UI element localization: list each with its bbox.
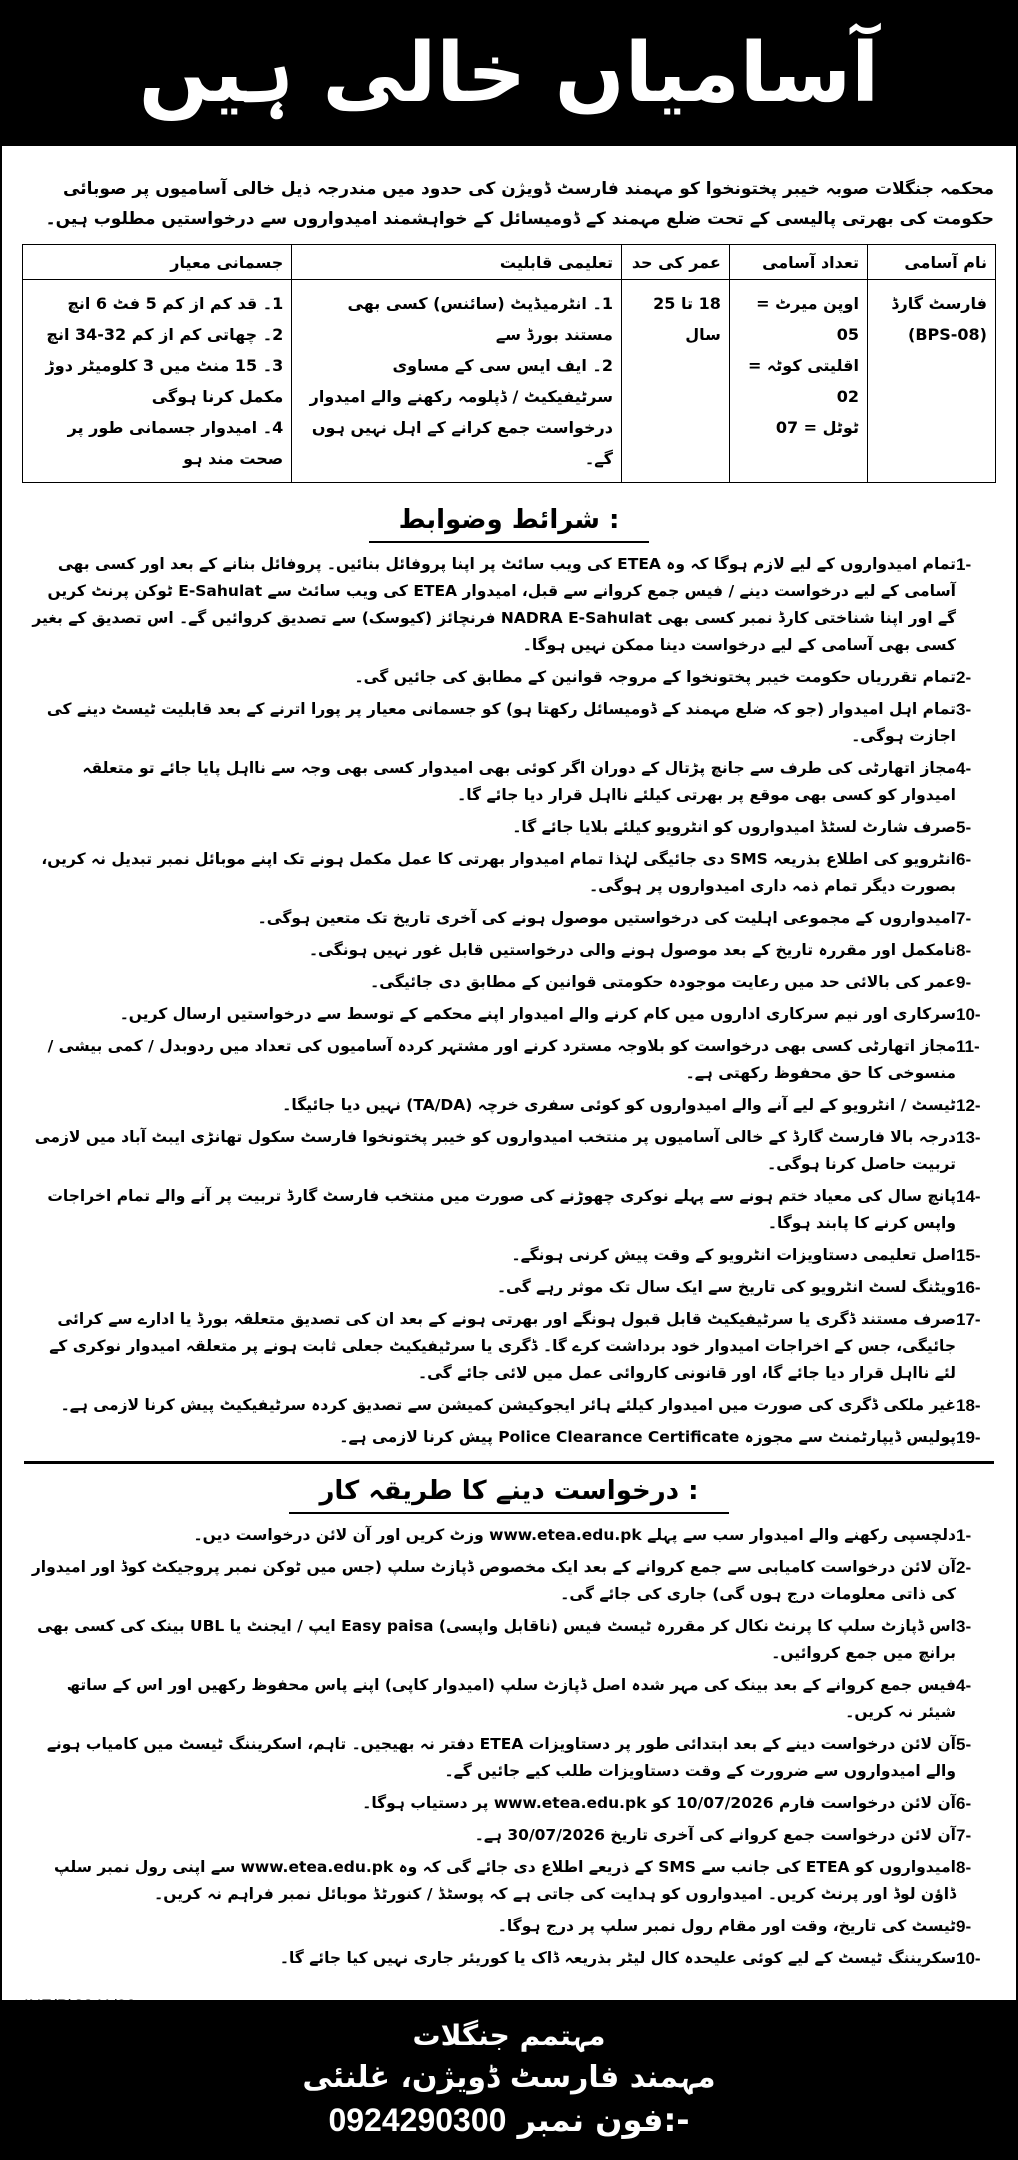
count-open-merit: اوپن میرٹ = 05 xyxy=(756,294,859,344)
list-item xyxy=(24,1822,994,1849)
list-item xyxy=(24,1033,994,1087)
list-item xyxy=(24,1854,994,1908)
list-item-text: درجہ بالا فارسٹ گارڈ کے خالی آسامیوں پر منتخب امیدواروں کو خیبر پختونخوا فارسٹ سکول تھانڑی ایبٹ آباد میں لازمی تربیت حاصل کرنا ہوگی۔ xyxy=(34,1128,956,1173)
list-item-number: 4- xyxy=(956,1676,972,1695)
method-heading: درخواست دینے کا طریقہ کار : xyxy=(289,1476,728,1514)
header-age-limit: عمر کی حد xyxy=(621,245,729,280)
post-name: فارسٹ گارڈ xyxy=(891,294,987,313)
cell-age-limit: 18 تا 25 سال xyxy=(621,280,729,483)
list-item-number: 6- xyxy=(956,1794,972,1813)
list-item-text: صرف شارٹ لسٹڈ امیدواروں کو انٹرویو کیلئے بلایا جائے گا۔ xyxy=(512,818,956,836)
list-item-number: 2- xyxy=(956,1558,972,1577)
list-item-text: تمام اہل امیدوار (جو کہ ضلع مہمند کے ڈومیسائل رکھتا ہو) کو جسمانی معیار پر پورا اترنے کے بعد قابلیت ٹیسٹ دینے کی اجازت ہوگی۔ xyxy=(46,700,956,745)
list-item-number: 12- xyxy=(956,1096,981,1115)
list-item-number: 3- xyxy=(956,1617,972,1636)
list-item-number: 16- xyxy=(956,1278,981,1297)
list-item-text: سرکاری اور نیم سرکاری اداروں میں کام کرنے والے امیدوار اپنے محکمے کے توسط سے درخواستیں ارسال کریں۔ xyxy=(119,1005,956,1023)
rules-heading-wrap xyxy=(2,505,1016,543)
list-item-number: 8- xyxy=(956,941,972,960)
physical-item: 2۔ چھاتی کم از کم 32-34 انچ xyxy=(46,325,284,344)
list-item-number: 13- xyxy=(956,1128,981,1147)
list-item-text: صرف مستند ڈگری یا سرٹیفیکیٹ قابل قبول ہونگے اور بھرتی ہونے کے بعد ان کی تصدیق متعلقہ بورڈ یا ادارے سے کرائی جائیگی، جس کے اخراجات امیدوار خود برداشت کرے گا۔ ڈگری یا سرٹیفیکیٹ جعلی ثابت ہونے پر متعلقہ امیدوار نوکری کے لئے نااہل قرار دیا جائے گا، اور قانونی کاروائی عمل میں لائی جائے گی۔ xyxy=(49,1310,956,1382)
list-item-number: 19- xyxy=(956,1428,981,1447)
list-item-number: 14- xyxy=(956,1187,981,1206)
rules-heading: شرائط وضوابط : xyxy=(369,505,650,543)
list-item xyxy=(24,664,994,691)
header-post-name: نام آسامی xyxy=(867,245,995,280)
list-item-number: 5- xyxy=(956,818,972,837)
cell-post-count xyxy=(729,280,867,483)
list-item-number: 6- xyxy=(956,850,972,869)
list-item-text: پانچ سال کی معیاد ختم ہونے سے پہلے نوکری چھوڑنے کی صورت میں منتخب فارسٹ گارڈ تربیت پر آنے والے تمام اخراجات واپس کرنے کا پابند ہوگا۔ xyxy=(47,1187,956,1232)
list-item-number: 10- xyxy=(956,1949,981,1968)
header-education: تعلیمی قابلیت xyxy=(292,245,622,280)
physical-item: 1۔ قد کم از کم 5 فٹ 6 انچ xyxy=(67,294,284,313)
list-item xyxy=(24,937,994,964)
list-item xyxy=(24,1554,994,1608)
list-item-text: ٹیسٹ / انٹرویو کے لیے آنے والے امیدواروں کو کوئی سفری خرچہ (TA/DA) نہیں دیا جائیگا۔ xyxy=(282,1096,956,1114)
education-item: 2۔ ایف ایس سی کے مساوی سرٹیفیکیٹ / ڈپلومہ رکھنے والے امیدوار درخواست جمع کرانے کے اہل نہیں ہوں گے۔ xyxy=(309,356,613,468)
footer-office-address: مہمند فارسٹ ڈویژن، غلنئی xyxy=(302,2060,716,2095)
list-item xyxy=(24,755,994,809)
list-item-text: مجاز اتھارٹی کسی بھی درخواست کو بلاوجہ مسترد کرنے اور مشتہر کردہ آسامیوں کی تعداد میں ردوبدل / کمی بیشی / منسوخی کا حق محفوظ رکھتی ہے۔ xyxy=(47,1037,956,1082)
vacancy-table xyxy=(22,244,996,483)
cell-post-name xyxy=(867,280,995,483)
list-item-number: 15- xyxy=(956,1246,981,1265)
list-item-number: 9- xyxy=(956,1917,972,1936)
header-physical: جسمانی معیار xyxy=(23,245,292,280)
list-item-text: اصل تعلیمی دستاویزات انٹرویو کے وقت پیش کرنی ہونگے۔ xyxy=(511,1246,956,1264)
intro-paragraph: محکمہ جنگلات صوبہ خیبر پختونخوا کو مہمند فارسٹ ڈویژن کی حدود میں مندرجہ ذیل خالی آسامیوں پر صوبائی حکومت کی بھرتی پالیسی کے تحت ضلع مہمند کے ڈومیسائل کے خواہشمند امیدواروں سے درخواستیں مطلوب ہیں۔ xyxy=(45,179,994,229)
page-title: آسامیاں خالی ہیں xyxy=(138,25,880,121)
section-divider xyxy=(24,1461,994,1464)
list-item-text: انٹرویو کی اطلاع بذریعہ SMS دی جائیگی لہٰذا تمام امیدوار بھرتی کا عمل مکمل ہونے تک اپنے موبائل نمبر تبدیل نہ کریں، بصورت دیگر تمام ذمہ داری امیدواروں پر ہوگی۔ xyxy=(41,850,956,895)
list-item-text: آن لائن درخواست دینے کے بعد ابتدائی طور پر دستاویزات ETEA دفتر نہ بھیجیں۔ تاہم، اسکریننگ ٹیسٹ میں کامیاب ہونے والے امیدواروں سے ضرورت کے وقت دستاویزات طلب کیے جائیں گے۔ xyxy=(46,1735,956,1780)
list-item xyxy=(24,1522,994,1549)
count-minority-quota: اقلیتی کوٹہ = 02 xyxy=(747,356,859,406)
list-item-text: اس ڈپازٹ سلپ کا پرنٹ نکال کر مقررہ ٹیسٹ فیس (ناقابل واپسی) Easy paisa ایپ / ایجنٹ یا UBL بینک کی کسی بھی برانچ میں جمع کروائیں۔ xyxy=(37,1617,956,1662)
list-item-number: 18- xyxy=(956,1396,981,1415)
header-post-count: تعداد آسامی xyxy=(729,245,867,280)
list-item xyxy=(24,1274,994,1301)
list-item xyxy=(24,814,994,841)
list-item xyxy=(24,1092,994,1119)
table-row xyxy=(23,280,996,483)
list-item-text: آن لائن درخواست کامیابی سے جمع کروانے کے بعد ایک مخصوص ڈپازٹ سلپ (جس میں ٹوکن نمبر پروجیکٹ کوڈ اور امیدوار کی ذاتی معلومات درج ہوں گی) جاری کی جائے گی۔ xyxy=(31,1558,956,1603)
footer-office-title: مہتمم جنگلات xyxy=(412,2019,606,2052)
list-item xyxy=(24,1613,994,1667)
list-item-text: فیس جمع کروانے کے بعد بینک کی مہر شدہ اصل ڈپازٹ سلپ (امیدوار کاپی) اپنے پاس محفوظ رکھیں اور اس کے ساتھ شیئر نہ کریں۔ xyxy=(66,1676,956,1721)
list-item xyxy=(24,1731,994,1785)
list-item-number: 1- xyxy=(956,1526,972,1545)
list-item-text: پولیس ڈیپارٹمنٹ سے مجوزہ Police Clearance Certificate پیش کرنا لازمی ہے۔ xyxy=(339,1428,956,1446)
cell-education xyxy=(292,280,622,483)
footer-phone-number: 0924290300 xyxy=(328,2102,507,2138)
list-item-number: 10- xyxy=(956,1005,981,1024)
list-item xyxy=(24,1242,994,1269)
list-item xyxy=(24,551,994,659)
list-item-number: 4- xyxy=(956,759,972,778)
list-item-text: سکریننگ ٹیسٹ کے لیے کوئی علیحدہ کال لیٹر بذریعہ ڈاک یا کوریئر جاری نہیں کیا جائے گا۔ xyxy=(279,1949,956,1967)
list-item-text: غیر ملکی ڈگری کی صورت میں امیدوار کیلئے ہائر ایجوکیشن کمیشن سے تصدیق کردہ سرٹیفیکیٹ پیش کرنا لازمی ہے۔ xyxy=(60,1396,956,1414)
list-item xyxy=(24,1945,994,1972)
education-item: 1۔ انٹرمیڈیٹ (سائنس) کسی بھی مستند بورڈ سے xyxy=(347,294,613,344)
list-item-text: ٹیسٹ کی تاریخ، وقت اور مقام رول نمبر سلپ پر درج ہوگا۔ xyxy=(497,1917,956,1935)
list-item-text: امیدواروں کے مجموعی اہلیت کی درخواستیں موصول ہونے کی آخری تاریخ تک متعین ہوگی۔ xyxy=(257,909,956,927)
physical-item: 3۔ 15 منٹ میں 3 کلومیٹر دوڑ مکمل کرنا ہوگی xyxy=(45,356,284,406)
list-item-text: عمر کی بالائی حد میں رعایت موجودہ حکومتی قوانین کے مطابق دی جائیگی۔ xyxy=(370,973,956,991)
list-item xyxy=(24,846,994,900)
list-item-number: 11- xyxy=(956,1037,980,1056)
list-item-text: ویٹنگ لسٹ انٹرویو کی تاریخ سے ایک سال تک موثر رہے گی۔ xyxy=(496,1278,956,1296)
list-item-number: 8- xyxy=(956,1858,972,1877)
list-item xyxy=(24,1183,994,1237)
rules-list xyxy=(2,551,1016,1451)
list-item xyxy=(24,969,994,996)
list-item-number: 17- xyxy=(956,1310,981,1329)
footer-phone-line xyxy=(2,2101,1016,2139)
header-banner xyxy=(2,2,1016,146)
list-item xyxy=(24,1001,994,1028)
list-item-text: مجاز اتھارٹی کی طرف سے جانچ پڑتال کے دوران اگر کوئی بھی امیدوار کسی بھی وجہ سے نااہل پایا جائے تو متعلقہ امیدوار کو کسی بھی موقع پر بھرتی کیلئے نااہل قرار دیا جائے گا۔ xyxy=(82,759,956,804)
list-item-number: 7- xyxy=(956,909,972,928)
list-item-number: 9- xyxy=(956,973,972,992)
list-item-text: امیدواروں کو ETEA کی جانب سے SMS کے ذریعے اطلاع دی جائے گی کہ وہ www.etea.edu.pk سے اپنی رول نمبر سلپ ڈاؤن لوڈ اور پرنٹ کریں۔ امیدواروں کو ہدایت کی جاتی ہے کہ پوسٹڈ / کنورٹڈ موبائل نمبر فراہم نہ کریں۔ xyxy=(53,1858,956,1903)
list-item-text: آن لائن درخواست جمع کروانے کی آخری تاریخ 30/07/2026 ہے۔ xyxy=(474,1826,956,1844)
list-item-text: نامکمل اور مقررہ تاریخ کے بعد موصول ہونے والی درخواستیں قابل غور نہیں ہونگی۔ xyxy=(308,941,956,959)
list-item-number: 3- xyxy=(956,700,972,719)
physical-item: 4۔ امیدوار جسمانی طور پر صحت مند ہو xyxy=(67,418,284,468)
post-scale: (BPS-08) xyxy=(908,325,987,344)
list-item-text: تمام امیدواروں کے لیے لازم ہوگا کہ وہ ETEA کی ویب سائٹ پر اپنا پروفائل بنائیں۔ پروفائل بنانے کے بعد اور کسی بھی آسامی کے لیے درخواست دینے / فیس جمع کروانے سے قبل، امیدوار ETEA کی ویب سائٹ سے E-Sahulat ٹوکن پرنٹ کریں گے اور اپنا شناختی کارڈ نمبر کسی بھی NADRA E-Sahulat فرنچائز (کیوسک) سے تصدیق کروائیں گے۔ اس تصدیق کے بغیر کسی بھی آسامی کے لیے درخواست دینا ممکن نہیں ہوگا۔ xyxy=(32,555,956,654)
list-item xyxy=(24,1672,994,1726)
list-item-text: دلچسپی رکھنے والے امیدوار سب سے پہلے www.etea.edu.pk وزٹ کریں اور آن لائن درخواست دیں۔ xyxy=(193,1526,956,1544)
list-item-number: 7- xyxy=(956,1826,972,1845)
list-item xyxy=(24,905,994,932)
count-total: ٹوٹل = 07 xyxy=(775,418,859,437)
list-item xyxy=(24,1424,994,1451)
list-item xyxy=(24,1913,994,1940)
list-item-number: 2- xyxy=(956,668,972,687)
method-list xyxy=(2,1522,1016,1972)
list-item xyxy=(24,1306,994,1387)
footer-phone-label: فون نمبر:- xyxy=(517,2101,690,2139)
footer-banner xyxy=(2,2000,1016,2158)
method-heading-wrap xyxy=(2,1476,1016,1514)
list-item xyxy=(24,1790,994,1817)
list-item xyxy=(24,1392,994,1419)
list-item-text: تمام تقرریاں حکومت خیبر پختونخوا کے مروجہ قوانین کے مطابق کی جائیں گی۔ xyxy=(354,668,956,686)
list-item xyxy=(24,696,994,750)
cell-physical xyxy=(23,280,292,483)
list-item-number: 5- xyxy=(956,1735,972,1754)
table-header-row xyxy=(23,245,996,280)
list-item-number: 1- xyxy=(956,555,972,574)
list-item xyxy=(24,1124,994,1178)
list-item-text: آن لائن درخواست فارم 10/07/2026 کو www.etea.edu.pk پر دستیاب ہوگا۔ xyxy=(362,1794,956,1812)
